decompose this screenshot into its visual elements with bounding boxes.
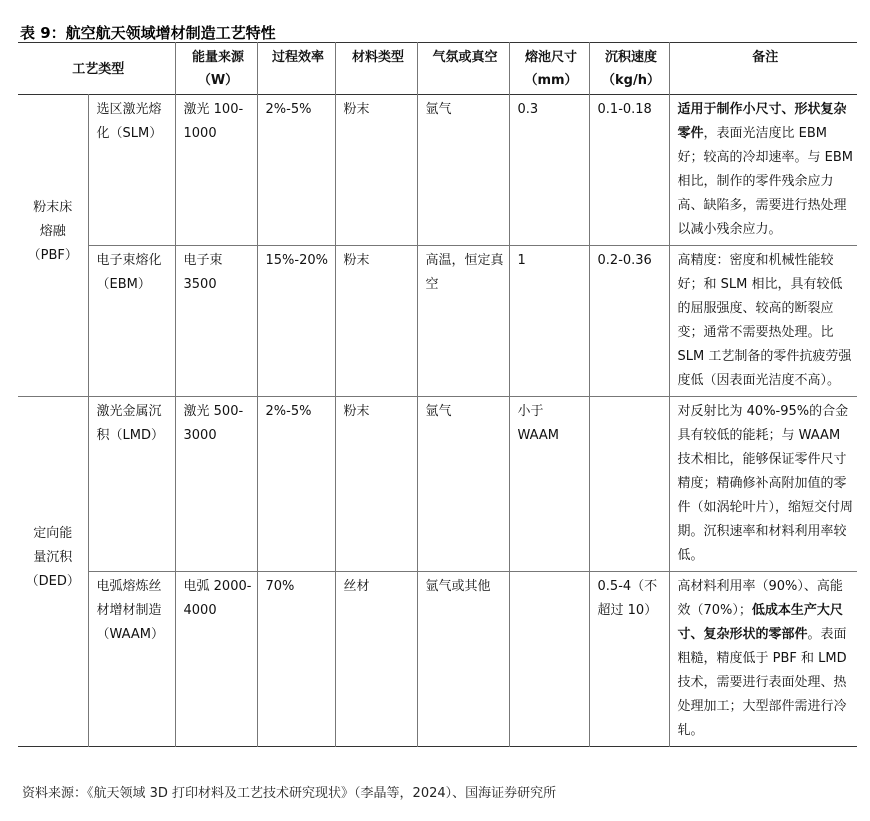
header-material: 材料类型 [335,43,417,95]
atmosphere-cell: 氩气 [417,95,509,246]
table-row [18,397,857,572]
table-row [18,572,857,747]
efficiency-cell: 2%-5% [257,397,335,572]
remark-cell: 高材料利用率（90%）、高能效（70%）；低成本生产大尺寸、复杂形状的零部件。表面粗糙，精度低于 PBF 和 LMD 技术，需要进行表面处理、热处理加工；大型部件需进行冷轧。 [669,572,857,747]
header-atmosphere: 气氛或真空 [417,43,509,95]
source-note: 资料来源：《航天领域 3D 打印材料及工艺技术研究现状》（李晶等，2024）、国海证券研究所 [22,786,557,801]
process-cell: 电子束熔化（EBM） [88,246,175,397]
material-cell: 粉末 [335,397,417,572]
category-pbf: 粉末床 熔融 （PBF） [27,200,78,263]
header-energy: 能量来源 （W） [175,43,257,95]
deposition-cell: 0.5-4（不超过 10） [589,572,669,747]
header-deposition: 沉积速度 （kg/h） [589,43,669,95]
material-cell: 丝材 [335,572,417,747]
efficiency-cell: 70% [257,572,335,747]
atmosphere-cell: 氩气 [417,397,509,572]
pool-size-cell [509,572,589,747]
process-cell: 电弧熔炼丝材增材制造（WAAM） [88,572,175,747]
material-cell: 粉末 [335,95,417,246]
table-title: 表 9：航空航天领域增材制造工艺特性 [20,24,276,42]
energy-cell: 激光 100-1000 [175,95,257,246]
process-cell: 选区激光熔化（SLM） [88,95,175,246]
atmosphere-cell: 氩气或其他 [417,572,509,747]
pool-size-cell: 0.3 [509,95,589,246]
deposition-cell: 0.1-0.18 [589,95,669,246]
deposition-cell [589,397,669,572]
atmosphere-cell: 高温，恒定真空 [417,246,509,397]
pool-size-cell: 小于 WAAM [509,397,589,572]
table-row [18,95,857,246]
efficiency-cell: 2%-5% [257,95,335,246]
header-process-type: 工艺类型 [72,61,125,77]
category-ded: 定向能 量沉积 （DED） [25,526,80,589]
remark-cell: 高精度：密度和机械性能较好；和 SLM 相比，具有较低的屈服强度、较高的断裂应变；通常不需要热处理。比 SLM 工艺制备的零件抗疲劳强度低（因表面光洁度不高）。 [669,246,857,397]
process-cell: 激光金属沉积（LMD） [88,397,175,572]
header-row [18,43,857,95]
energy-cell: 激光 500-3000 [175,397,257,572]
energy-cell: 电弧 2000-4000 [175,572,257,747]
energy-cell: 电子束 3500 [175,246,257,397]
deposition-cell: 0.2-0.36 [589,246,669,397]
remark-cell: 适用于制作小尺寸、形状复杂零件，表面光洁度比 EBM 好；较高的冷却速率。与 EBM 相比，制作的零件残余应力高、缺陷多，需要进行热处理以减小残余应力。 [669,95,857,246]
header-remarks: 备注 [669,43,857,95]
table-row [18,246,857,397]
efficiency-cell: 15%-20% [257,246,335,397]
process-table [18,42,857,747]
material-cell: 粉末 [335,246,417,397]
remark-emphasis: 适用于制作小尺寸、形状复杂零件 [677,102,847,141]
remark-emphasis: 低成本生产大尺寸、复杂形状的零部件 [677,603,843,642]
pool-size-cell: 1 [509,246,589,397]
remark-cell: 对反射比为 40%-95%的合金具有较低的能耗；与 WAAM 技术相比，能够保证零件尺寸精度；精确修补高附加值的零件（如涡轮叶片），缩短交付周期。沉积速率和材料利用率较低。 [669,397,857,572]
header-pool-size: 熔池尺寸 （mm） [509,43,589,95]
header-efficiency: 过程效率 [257,43,335,95]
